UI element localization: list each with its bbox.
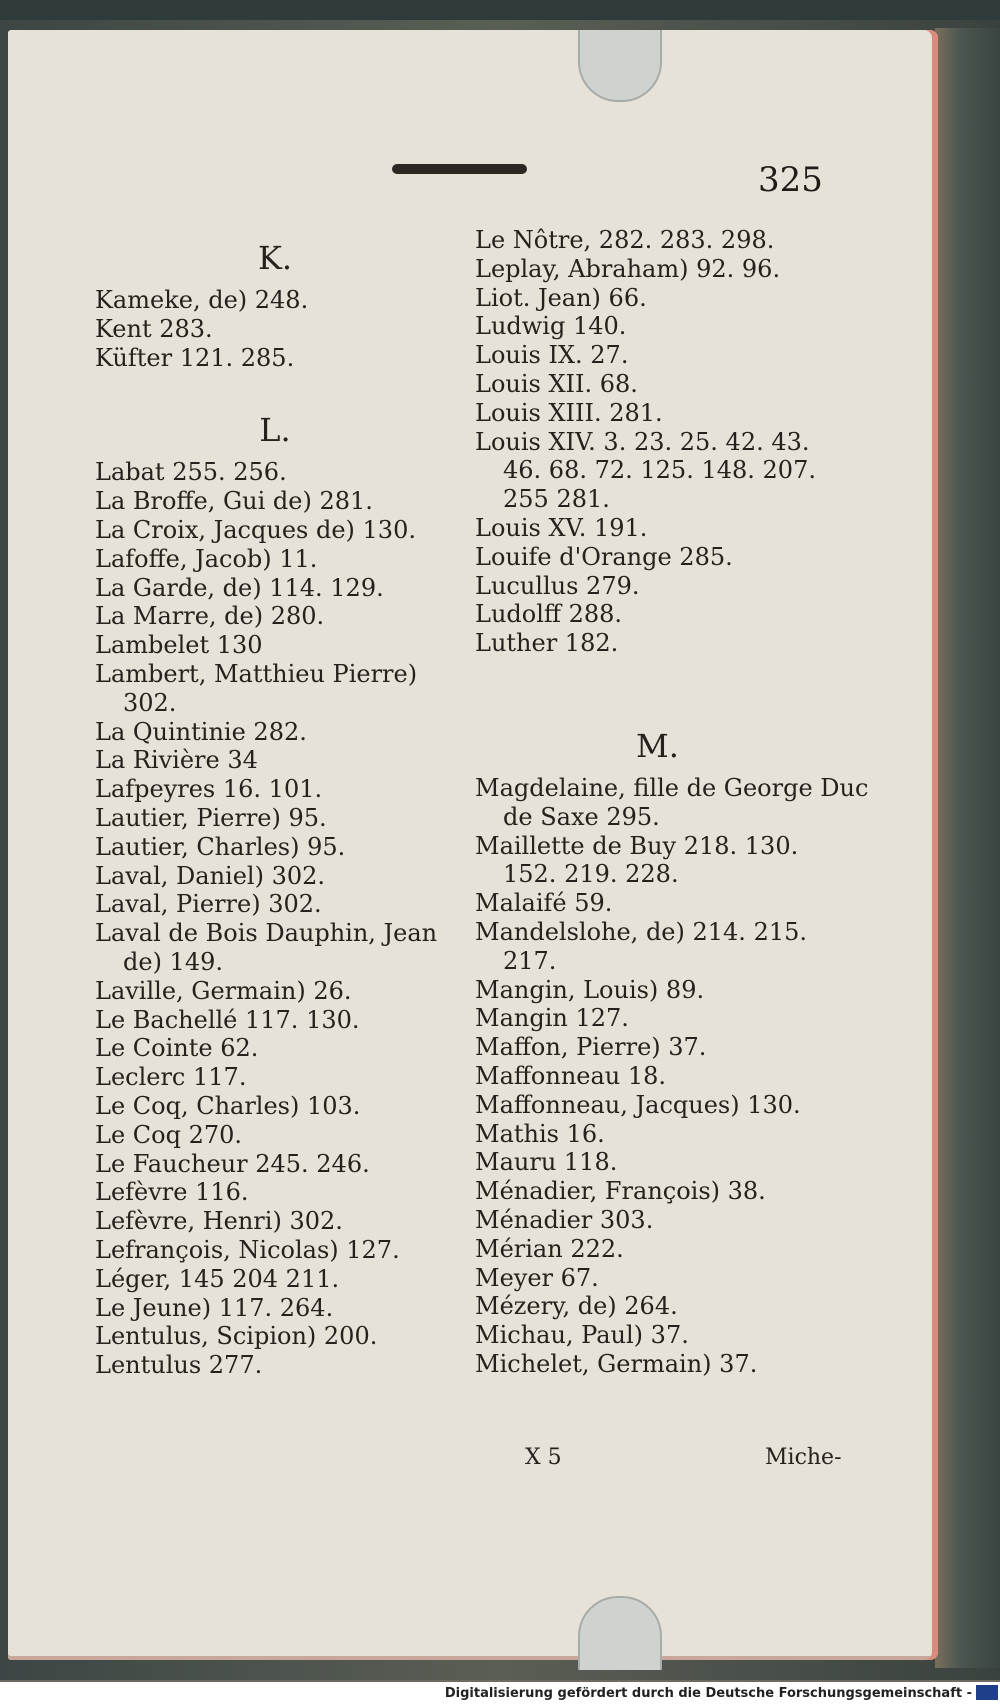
index-entry: Küfter 121. 285. bbox=[95, 343, 295, 372]
index-entry: Le Coq 270. bbox=[95, 1120, 243, 1149]
left-index-column bbox=[95, 230, 455, 1380]
index-entry: Maffonneau 18. bbox=[475, 1061, 667, 1090]
index-entry: Lentulus, Scipion) 200. bbox=[95, 1322, 378, 1351]
index-entry: La Quintinie 282. bbox=[95, 717, 307, 746]
index-entry: Meyer 67. bbox=[475, 1263, 599, 1292]
index-entry: Lucullus 279. bbox=[475, 571, 640, 600]
catchword: Miche- bbox=[765, 1445, 842, 1470]
index-entry: Michelet, Germain) 37. bbox=[475, 1349, 758, 1378]
index-entry: Ménadier 303. bbox=[475, 1205, 654, 1234]
index-entry: Michau, Paul) 37. bbox=[475, 1321, 689, 1350]
header-rule bbox=[392, 164, 527, 174]
index-entry: Louis XII. 68. bbox=[475, 369, 638, 398]
index-entry: Lafoffe, Jacob) 11. bbox=[95, 544, 318, 573]
index-entry: La Garde, de) 114. 129. bbox=[95, 573, 384, 602]
index-entry: La Croix, Jacques de) 130. bbox=[95, 515, 416, 544]
index-entry: Leclerc 117. bbox=[95, 1063, 247, 1092]
index-entry: Mauru 118. bbox=[475, 1148, 618, 1177]
index-entry: Ménadier, François) 38. bbox=[475, 1177, 766, 1206]
index-entry: Le Cointe 62. bbox=[95, 1034, 259, 1063]
index-entry: Louife d'Orange 285. bbox=[475, 542, 733, 571]
index-entry: Kameke, de) 248. bbox=[95, 286, 309, 314]
index-entry: Magdelaine, fille de George Duc bbox=[475, 773, 869, 802]
index-entry-continuation: 217. bbox=[503, 946, 557, 975]
index-entry: Mangin, Louis) 89. bbox=[475, 975, 705, 1004]
book-edge bbox=[935, 28, 1000, 1668]
section-spacer bbox=[475, 688, 840, 718]
index-entry: Louis XIII. 281. bbox=[475, 398, 663, 427]
index-entry: Mandelslohe, de) 214. 215. bbox=[475, 917, 808, 946]
section-letter-heading: K. bbox=[257, 239, 293, 277]
index-entry: Lefrançois, Nicolas) 127. bbox=[95, 1235, 400, 1264]
index-entry: La Rivière 34 bbox=[95, 746, 258, 775]
index-entry-continuation: de Saxe 295. bbox=[503, 802, 660, 831]
index-entry: Maillette de Buy 218. 130. bbox=[475, 831, 799, 860]
index-entry: Laville, Germain) 26. bbox=[95, 976, 352, 1005]
index-entry: Labat 255. 256. bbox=[95, 458, 287, 487]
index-entry: Lafpeyres 16. 101. bbox=[95, 775, 323, 804]
dfg-logo-icon bbox=[976, 1685, 998, 1700]
index-entry: Ludwig 140. bbox=[475, 312, 627, 341]
index-entry: Mathis 16. bbox=[475, 1119, 605, 1148]
index-entry: Lautier, Charles) 95. bbox=[95, 832, 346, 861]
section-spacer bbox=[95, 372, 455, 402]
index-entry: Lentulus 277. bbox=[95, 1351, 263, 1380]
index-entry: Mézery, de) 264. bbox=[475, 1292, 678, 1321]
index-entry: La Broffe, Gui de) 281. bbox=[95, 487, 373, 516]
index-entry: Le Bachellé 117. 130. bbox=[95, 1005, 360, 1034]
index-entry: Le Jeune) 117. 264. bbox=[95, 1293, 334, 1322]
index-entry-continuation: de) 149. bbox=[123, 947, 223, 976]
right-index-column bbox=[475, 226, 869, 1379]
index-entry: Kent 283. bbox=[95, 314, 213, 343]
index-entry: Le Faucheur 245. 246. bbox=[95, 1149, 370, 1178]
signature-mark: X 5 bbox=[525, 1445, 562, 1470]
index-entry: La Marre, de) 280. bbox=[95, 602, 325, 631]
index-entry: Laval, Pierre) 302. bbox=[95, 890, 322, 919]
index-entry: Liot. Jean) 66. bbox=[475, 283, 647, 312]
index-entry: Maffon, Pierre) 37. bbox=[475, 1033, 707, 1062]
index-entry: Lefèvre 116. bbox=[95, 1178, 249, 1207]
section-letter-heading: L. bbox=[259, 411, 291, 450]
index-entry: Malaifé 59. bbox=[475, 889, 613, 918]
index-entry: Luther 182. bbox=[475, 629, 619, 658]
index-entry-continuation: 255 281. bbox=[503, 485, 610, 514]
page-clip-bottom bbox=[578, 1596, 662, 1670]
index-entry: Lefèvre, Henri) 302. bbox=[95, 1207, 343, 1236]
index-entry: Louis IX. 27. bbox=[475, 341, 629, 370]
index-entry: Leplay, Abraham) 92. 96. bbox=[475, 254, 781, 283]
index-entry: Le Nôtre, 282. 283. 298. bbox=[475, 226, 775, 254]
index-entry: Louis XIV. 3. 23. 25. 42. 43. bbox=[475, 427, 810, 456]
section-letter-heading: M. bbox=[636, 726, 679, 765]
index-entry: Lautier, Pierre) 95. bbox=[95, 803, 327, 832]
index-entry: Le Coq, Charles) 103. bbox=[95, 1091, 361, 1120]
index-entry: Mangin 127. bbox=[475, 1004, 629, 1033]
index-entry: Lambelet 130 bbox=[95, 631, 263, 660]
index-entry: Lambert, Matthieu Pierre) bbox=[95, 659, 418, 688]
index-entry-continuation: 302. bbox=[123, 688, 177, 717]
page-number: 325 bbox=[758, 160, 823, 200]
section-spacer bbox=[475, 658, 840, 688]
index-entry: Mérian 222. bbox=[475, 1234, 624, 1263]
index-entry-continuation: 152. 219. 228. bbox=[503, 860, 679, 889]
index-entry-continuation: 46. 68. 72. 125. 148. 207. bbox=[503, 456, 816, 485]
digitization-footer bbox=[0, 1682, 1000, 1705]
footer-text: Digitalisierung gefördert durch die Deutsche Forschungsgemeinschaft - bbox=[444, 1686, 972, 1701]
index-entry: Louis XV. 191. bbox=[475, 513, 648, 542]
index-entry: Laval de Bois Dauphin, Jean bbox=[95, 919, 438, 948]
index-entry: Laval, Daniel) 302. bbox=[95, 861, 326, 890]
index-entry: Ludolff 288. bbox=[475, 600, 622, 629]
index-entry: Maffonneau, Jacques) 130. bbox=[475, 1090, 801, 1119]
index-entry: Léger, 145 204 211. bbox=[95, 1264, 340, 1293]
